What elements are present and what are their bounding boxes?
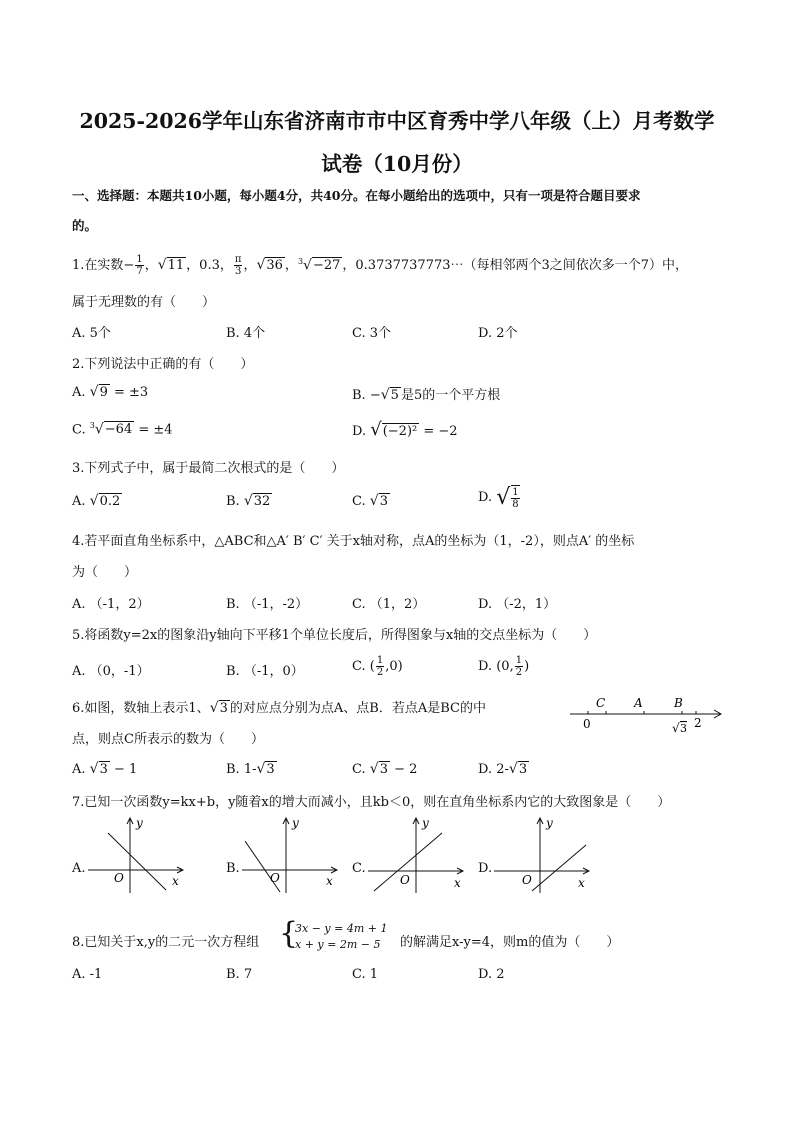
exam-title-line1: 2025-2026学年山东省济南市市中区育秀中学八年级（上）月考数学 (79, 109, 715, 133)
q8-option-b[interactable]: B. 7 (226, 967, 253, 982)
equation-system: 3x − y = 4m + 1 x + y = 2m − 5 (295, 922, 388, 951)
q4-option-d[interactable]: D. （-2，1） (478, 597, 557, 612)
q5-option-a[interactable]: A. （0，-1） (72, 664, 150, 679)
fraction-pi-3: $\frac{\pi}{3}$ (234, 254, 242, 277)
q7-option-c-label[interactable]: C. (352, 861, 366, 876)
question-4-stem: 4.若平面直角坐标系中，△ABC和△A′ B′ C′ 关于x轴对称，点A的坐标为（1，-2），则点A′ 的坐标 (72, 534, 635, 549)
q5-option-d[interactable]: D. (0, $\frac{1}{2}$ ) (478, 655, 530, 678)
equation-system-brace: { (279, 916, 299, 951)
q7-option-b-label[interactable]: B. (226, 861, 240, 876)
q7-graph-c[interactable] (366, 815, 470, 895)
sqrt-11: √11 (157, 257, 185, 273)
question-1-stem-cont: 属于无理数的有（ ） (72, 295, 216, 310)
q8-option-a[interactable]: A. -1 (72, 967, 103, 982)
svg-text:O: O (270, 871, 280, 885)
q2-option-c[interactable]: C. $^3$√−64 = ±4 (72, 421, 173, 438)
point-a-label: A (634, 696, 643, 710)
cbrt-neg27: $^3$√−27 (297, 256, 341, 273)
question-5-stem: 5.将函数y=2x的图象沿y轴向下平移1个单位长度后，所得图象与x轴的交点坐标为（ ） (72, 628, 597, 643)
q5-option-b[interactable]: B. （-1，0） (226, 664, 304, 679)
q8-option-c[interactable]: C. 1 (352, 967, 379, 982)
question-8-stem-pre: 8.已知关于x,y的二元一次方程组 (72, 935, 260, 950)
q7-graph-b[interactable] (240, 815, 344, 895)
svg-text:y: y (292, 816, 299, 830)
q2-option-a[interactable]: A. √9 = ±3 (72, 384, 149, 400)
q3-option-a[interactable]: A. √0.2 (72, 493, 121, 509)
q6-option-c[interactable]: C. √3 − 2 (352, 761, 418, 777)
svg-text:O: O (114, 871, 124, 885)
question-8-stem-post: 的解满足x-y=4，则m的值为（ ） (400, 935, 620, 950)
question-6-stem-cont: 点，则点C所表示的数为（ ） (72, 732, 264, 747)
q7-graph-d[interactable] (492, 815, 596, 895)
sqrt-36: √36 (256, 257, 283, 273)
svg-text:O: O (400, 873, 410, 887)
svg-text:x: x (454, 876, 461, 890)
q5-option-c[interactable]: C. ( $\frac{1}{2}$ ,0) (352, 655, 403, 678)
question-6-stem: 6.如图，数轴上表示1、√3 的对应点分别为点A、点B．若点A是BC的中 (72, 700, 486, 716)
svg-text:y: y (136, 816, 143, 830)
question-1-stem: 1.在实数− $\frac{1}{7}$ ，√11 ，0.3， $\frac{\pi}{3}$ ，√36 ，$^3$√−27 ，0.3737737773⋯（每相邻两个3之间依次多一个7）中， (72, 254, 689, 277)
svg-text:O: O (522, 873, 532, 887)
svg-text:√: √ (672, 721, 680, 735)
svg-text:y: y (422, 816, 429, 830)
q1-option-b[interactable]: B. 4个 (226, 326, 266, 341)
two-label: 2 (694, 716, 702, 730)
q4-option-a[interactable]: A. （-1，2） (72, 597, 150, 612)
q3-option-c[interactable]: C. √3 (352, 493, 388, 509)
number-line-figure (566, 690, 726, 740)
q1-option-c[interactable]: C. 3个 (352, 326, 392, 341)
q8-option-d[interactable]: D. 2 (478, 967, 505, 982)
section-heading-cont: 的。 (72, 218, 98, 233)
q6-option-a[interactable]: A. √3 − 1 (72, 761, 138, 777)
q7-option-d-label[interactable]: D. (478, 861, 493, 876)
question-4-stem-cont: 为（ ） (72, 565, 138, 580)
svg-text:x: x (326, 874, 333, 888)
point-c-label: C (596, 696, 606, 710)
exam-title-line2: 试卷（10月份） (321, 152, 473, 176)
q6-option-b[interactable]: B. 1-√3 (226, 761, 275, 777)
svg-text:x: x (578, 876, 585, 890)
svg-text:x: x (172, 874, 179, 888)
point-b-label: B (674, 696, 683, 710)
q3-option-d[interactable]: D. √ $\frac{1}{8}$ (478, 485, 519, 510)
q7-option-a-label[interactable]: A. (72, 861, 86, 876)
svg-text:y: y (546, 816, 553, 830)
q1-option-a[interactable]: A. 5个 (72, 326, 111, 341)
zero-label: 0 (583, 717, 591, 731)
q4-option-b[interactable]: B. （-1，-2） (226, 597, 309, 612)
q7-graph-a[interactable] (86, 815, 190, 895)
q6-option-d[interactable]: D. 2-√3 (478, 761, 528, 777)
q2-option-b[interactable]: B. −√5 是5的一个平方根 (352, 387, 501, 403)
q1-option-d[interactable]: D. 2个 (478, 326, 518, 341)
sqrt3-label: 3 (680, 722, 687, 735)
question-2-stem: 2.下列说法中正确的有（ ） (72, 357, 254, 372)
question-3-stem: 3.下列式子中，属于最简二次根式的是（ ） (72, 461, 345, 476)
fraction-1-7: $\frac{1}{7}$ (136, 254, 143, 277)
q3-option-b[interactable]: B. √32 (226, 493, 271, 509)
q2-option-d[interactable]: D. √(−2)² = −2 (352, 419, 458, 440)
section-heading: 一、选择题：本题共10小题，每小题4分，共40分。在每小题给出的选项中，只有一项是符合题目要求 (72, 188, 641, 203)
question-7-stem: 7.已知一次函数y=kx+b，y随着x的增大而减小，且kb＜0，则在直角坐标系内它的大致图象是（ ） (72, 795, 671, 810)
q4-option-c[interactable]: C. （1，2） (352, 597, 426, 612)
